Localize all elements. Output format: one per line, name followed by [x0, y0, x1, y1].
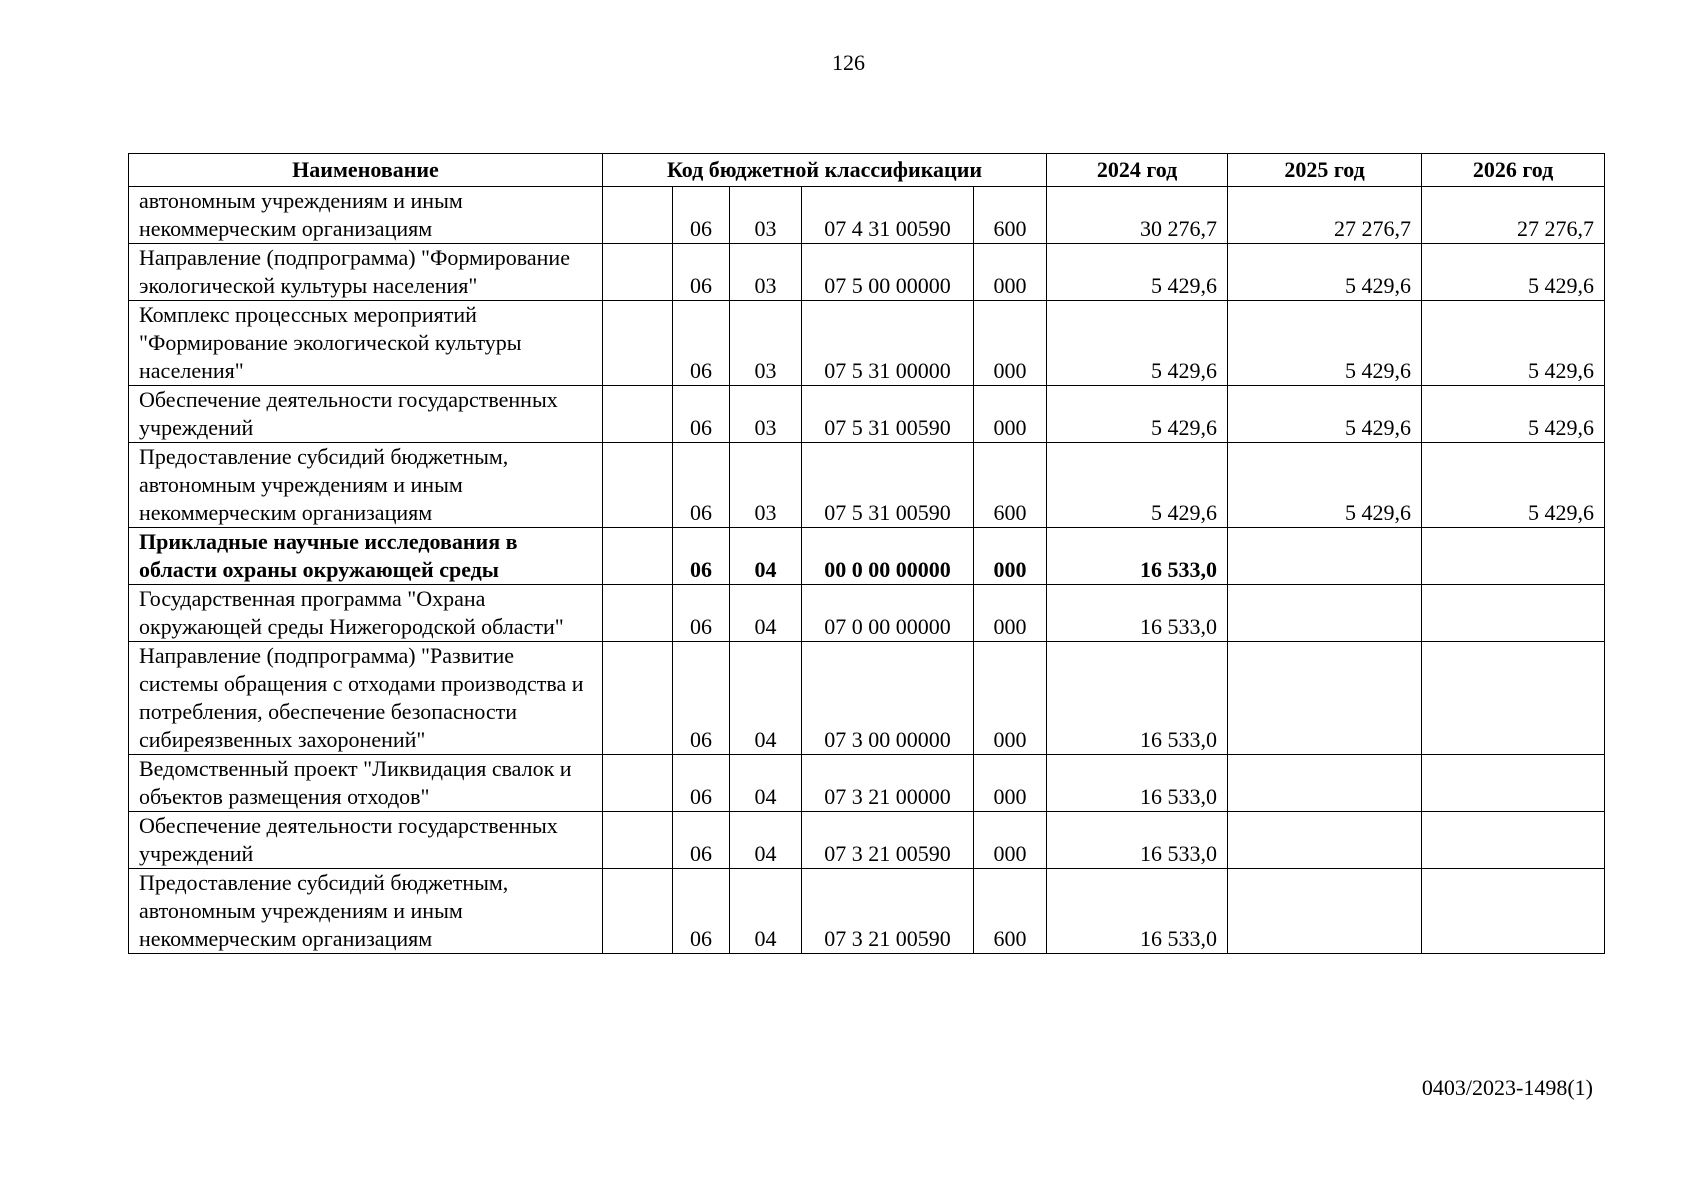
row-name: Комплекс процессных мероприятий "Формирование экологической культуры населения"	[129, 301, 603, 386]
code-target: 00 0 00 00000	[802, 528, 974, 585]
code-target: 07 5 00 00000	[802, 244, 974, 301]
code-subsection: 04	[730, 528, 802, 585]
code-section: 06	[673, 244, 730, 301]
code-expense-type: 600	[974, 187, 1047, 244]
code-target: 07 5 31 00000	[802, 301, 974, 386]
code-section: 06	[673, 386, 730, 443]
table-row	[129, 528, 1605, 585]
code-ministry	[603, 301, 673, 386]
code-expense-type: 000	[974, 386, 1047, 443]
value-2024: 16 533,0	[1047, 812, 1228, 869]
value-2024: 5 429,6	[1047, 386, 1228, 443]
code-target: 07 5 31 00590	[802, 386, 974, 443]
row-name: Обеспечение деятельности государственных учреждений	[129, 386, 603, 443]
code-section: 06	[673, 528, 730, 585]
row-name: Ведомственный проект "Ликвидация свалок и объектов размещения отходов"	[129, 755, 603, 812]
code-ministry	[603, 244, 673, 301]
value-2024: 5 429,6	[1047, 443, 1228, 528]
code-section: 06	[673, 642, 730, 755]
code-ministry	[603, 642, 673, 755]
code-section: 06	[673, 755, 730, 812]
code-expense-type: 000	[974, 642, 1047, 755]
value-2025: 5 429,6	[1228, 386, 1422, 443]
code-ministry	[603, 528, 673, 585]
header-name: Наименование	[129, 154, 603, 187]
value-2024: 16 533,0	[1047, 869, 1228, 954]
value-2024: 5 429,6	[1047, 301, 1228, 386]
code-subsection: 04	[730, 585, 802, 642]
value-2025	[1228, 869, 1422, 954]
row-name: Предоставление субсидий бюджетным, автономным учреждениям и иным некоммерческим организациям	[129, 443, 603, 528]
code-expense-type: 600	[974, 443, 1047, 528]
table-header-row	[129, 154, 1605, 187]
value-2026: 5 429,6	[1422, 244, 1605, 301]
value-2026	[1422, 812, 1605, 869]
table-row	[129, 585, 1605, 642]
value-2025: 5 429,6	[1228, 244, 1422, 301]
code-expense-type: 000	[974, 528, 1047, 585]
value-2026: 5 429,6	[1422, 443, 1605, 528]
code-expense-type: 000	[974, 244, 1047, 301]
value-2025	[1228, 585, 1422, 642]
code-subsection: 03	[730, 187, 802, 244]
row-name: Прикладные научные исследования в области охраны окружающей среды	[129, 528, 603, 585]
table-row	[129, 869, 1605, 954]
code-ministry	[603, 187, 673, 244]
code-ministry	[603, 869, 673, 954]
value-2026	[1422, 585, 1605, 642]
code-subsection: 03	[730, 301, 802, 386]
value-2025: 27 276,7	[1228, 187, 1422, 244]
value-2026	[1422, 755, 1605, 812]
code-section: 06	[673, 301, 730, 386]
table-body	[129, 187, 1605, 954]
value-2025: 5 429,6	[1228, 301, 1422, 386]
table-row	[129, 301, 1605, 386]
value-2025	[1228, 528, 1422, 585]
code-expense-type: 000	[974, 301, 1047, 386]
row-name: Предоставление субсидий бюджетным, автономным учреждениям и иным некоммерческим организациям	[129, 869, 603, 954]
header-code: Код бюджетной классификации	[603, 154, 1047, 187]
code-target: 07 3 00 00000	[802, 642, 974, 755]
value-2024: 16 533,0	[1047, 585, 1228, 642]
value-2024: 5 429,6	[1047, 244, 1228, 301]
row-name: Государственная программа "Охрана окружающей среды Нижегородской области"	[129, 585, 603, 642]
code-ministry	[603, 812, 673, 869]
value-2025	[1228, 755, 1422, 812]
row-name: автономным учреждениям и иным некоммерческим организациям	[129, 187, 603, 244]
code-target: 07 3 21 00000	[802, 755, 974, 812]
value-2025	[1228, 642, 1422, 755]
code-ministry	[603, 755, 673, 812]
code-subsection: 03	[730, 443, 802, 528]
code-section: 06	[673, 812, 730, 869]
budget-table	[128, 153, 1605, 954]
table-row	[129, 386, 1605, 443]
header-2025: 2025 год	[1228, 154, 1422, 187]
code-ministry	[603, 585, 673, 642]
code-target: 07 5 31 00590	[802, 443, 974, 528]
table-row	[129, 443, 1605, 528]
table-row	[129, 187, 1605, 244]
code-target: 07 3 21 00590	[802, 869, 974, 954]
code-expense-type: 000	[974, 812, 1047, 869]
code-subsection: 04	[730, 642, 802, 755]
value-2024: 16 533,0	[1047, 528, 1228, 585]
header-2024: 2024 год	[1047, 154, 1228, 187]
value-2026: 5 429,6	[1422, 301, 1605, 386]
row-name: Направление (подпрограмма) "Формирование экологической культуры населения"	[129, 244, 603, 301]
row-name: Обеспечение деятельности государственных учреждений	[129, 812, 603, 869]
value-2026	[1422, 642, 1605, 755]
page-number: 126	[832, 50, 865, 75]
code-subsection: 04	[730, 812, 802, 869]
value-2026: 27 276,7	[1422, 187, 1605, 244]
table-row	[129, 812, 1605, 869]
table-row	[129, 642, 1605, 755]
code-ministry	[603, 386, 673, 443]
value-2024: 16 533,0	[1047, 642, 1228, 755]
code-target: 07 3 21 00590	[802, 812, 974, 869]
table-row	[129, 244, 1605, 301]
header-2026: 2026 год	[1422, 154, 1605, 187]
value-2026	[1422, 528, 1605, 585]
document-code: 0403/2023-1498(1)	[1421, 1075, 1593, 1100]
code-subsection: 04	[730, 755, 802, 812]
table-row	[129, 755, 1605, 812]
code-section: 06	[673, 443, 730, 528]
code-expense-type: 000	[974, 585, 1047, 642]
code-ministry	[603, 443, 673, 528]
value-2024: 30 276,7	[1047, 187, 1228, 244]
value-2026: 5 429,6	[1422, 386, 1605, 443]
value-2025: 5 429,6	[1228, 443, 1422, 528]
code-subsection: 04	[730, 869, 802, 954]
value-2024: 16 533,0	[1047, 755, 1228, 812]
code-section: 06	[673, 585, 730, 642]
code-section: 06	[673, 869, 730, 954]
row-name: Направление (подпрограмма) "Развитие системы обращения с отходами производства и потребления, обеспечение безопасности сибиреязвенных захоронений"	[129, 642, 603, 755]
code-target: 07 0 00 00000	[802, 585, 974, 642]
code-expense-type: 000	[974, 755, 1047, 812]
value-2025	[1228, 812, 1422, 869]
code-subsection: 03	[730, 244, 802, 301]
code-expense-type: 600	[974, 869, 1047, 954]
code-subsection: 03	[730, 386, 802, 443]
value-2026	[1422, 869, 1605, 954]
code-section: 06	[673, 187, 730, 244]
code-target: 07 4 31 00590	[802, 187, 974, 244]
